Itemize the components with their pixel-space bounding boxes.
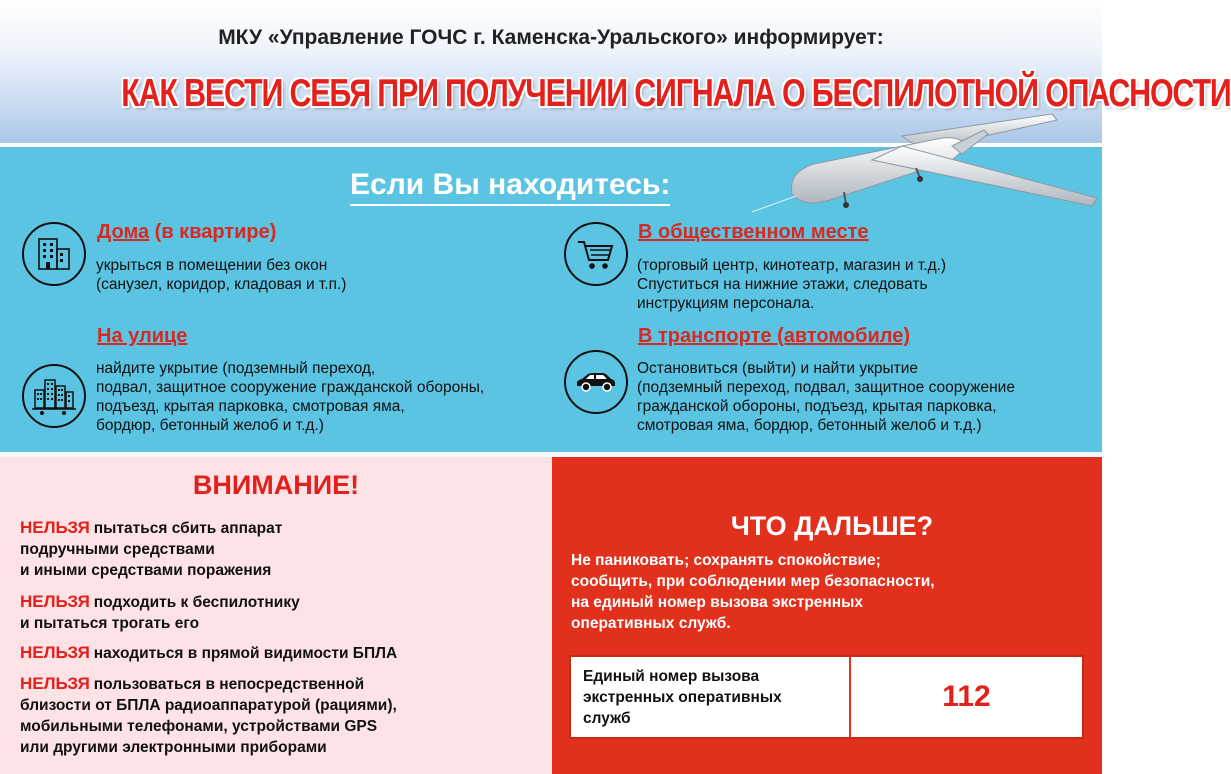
home-title (97, 221, 276, 244)
text-line: Единый номер вызова (583, 668, 760, 685)
emergency-number-label (571, 657, 851, 737)
situations-title: Если Вы находитесь: (350, 168, 670, 206)
next-steps-text (571, 550, 935, 634)
warning-line: подручными средствами (20, 541, 215, 558)
page-headline: КАК ВЕСТИ СЕБЯ ПРИ ПОЛУЧЕНИИ СИГНАЛА О БЕСПИЛОТНОЙ ОПАСНОСТИ (121, 72, 1231, 115)
drone-icon (752, 108, 1102, 218)
text-line: укрыться в помещении без окон (96, 257, 328, 274)
street-title: На улице (97, 325, 188, 347)
text-line: оперативных служб. (571, 615, 731, 632)
warning-first-line: пытаться сбить аппарат (93, 520, 283, 537)
informer-line: МКУ «Управление ГОЧС г. Каменска-Уральского» информирует: (218, 26, 884, 49)
emergency-number-table (569, 655, 1084, 739)
text-line: найдите укрытие (подземный переход, (96, 360, 376, 377)
home-title-main: Дома (97, 221, 150, 243)
text-line: служб (583, 710, 631, 727)
warning-line: и пытаться трогать его (20, 615, 200, 632)
text-line: подвал, защитное сооружение гражданской обороны, (96, 379, 485, 396)
no-word: НЕЛЬЗЯ (20, 674, 90, 693)
home-text (96, 256, 346, 294)
text-line: гражданской обороны, подъезд, крытая парковка, (637, 398, 997, 415)
text-line: (подземный переход, подвал, защитное сооружение (637, 379, 1015, 396)
warning-item (20, 591, 300, 634)
text-line: Остановиться (выйти) и найти укрытие (637, 360, 919, 377)
text-line: подъезд, крытая парковка, смотровая яма, (96, 398, 405, 415)
text-line: бордюр, бетонный желоб и т.д.) (96, 417, 324, 434)
text-line: инструкциям персонала. (637, 295, 815, 312)
car-icon (564, 350, 628, 414)
text-line: сообщить, при соблюдении мер безопасности, (571, 573, 935, 590)
warning-line: или другими электронными приборами (20, 739, 327, 756)
text-line: Не паниковать; сохранять спокойствие; (571, 552, 881, 569)
next-steps-title: ЧТО ДАЛЬШЕ? (730, 511, 934, 541)
text-line: смотровая яма, бордюр, бетонный желоб и т.д.) (637, 417, 982, 434)
warning-line: мобильными телефонами, устройствами GPS (20, 718, 378, 735)
text-line: экстренных оперативных (583, 689, 782, 706)
warning-item (20, 673, 397, 758)
warning-line: и иными средствами поражения (20, 562, 272, 579)
transport-title: В транспорте (автомобиле) (638, 325, 910, 347)
warning-first-line: находиться в прямой видимости БПЛА (93, 645, 398, 662)
warning-line: близости от БПЛА радиоаппаратурой (рациями), (20, 697, 397, 714)
attention-title: ВНИМАНИЕ! (192, 470, 360, 500)
city-icon (22, 364, 86, 428)
text-line: на единый номер вызова экстренных (571, 594, 863, 611)
warning-item (20, 642, 397, 664)
warning-first-line: подходить к беспилотнику (93, 594, 300, 611)
no-word: НЕЛЬЗЯ (20, 518, 90, 537)
home-title-rest: (в квартире) (149, 221, 277, 243)
public-place-text (637, 256, 946, 313)
building-icon (22, 222, 86, 286)
shopping-cart-icon (564, 222, 628, 286)
text-line: (торговый центр, кинотеатр, магазин и т.д.) (637, 257, 947, 274)
warning-first-line: пользоваться в непосредственной (93, 676, 365, 693)
text-line: (санузел, коридор, кладовая и т.п.) (96, 276, 347, 293)
public-place-title: В общественном месте (638, 221, 869, 243)
street-text (96, 359, 484, 435)
transport-text (637, 359, 1015, 435)
warning-item (20, 517, 282, 581)
text-line: Спуститься на нижние этажи, следовать (637, 276, 928, 293)
emergency-number: 112 (942, 680, 991, 713)
no-word: НЕЛЬЗЯ (20, 592, 90, 611)
no-word: НЕЛЬЗЯ (20, 643, 90, 662)
divider (0, 452, 1102, 457)
